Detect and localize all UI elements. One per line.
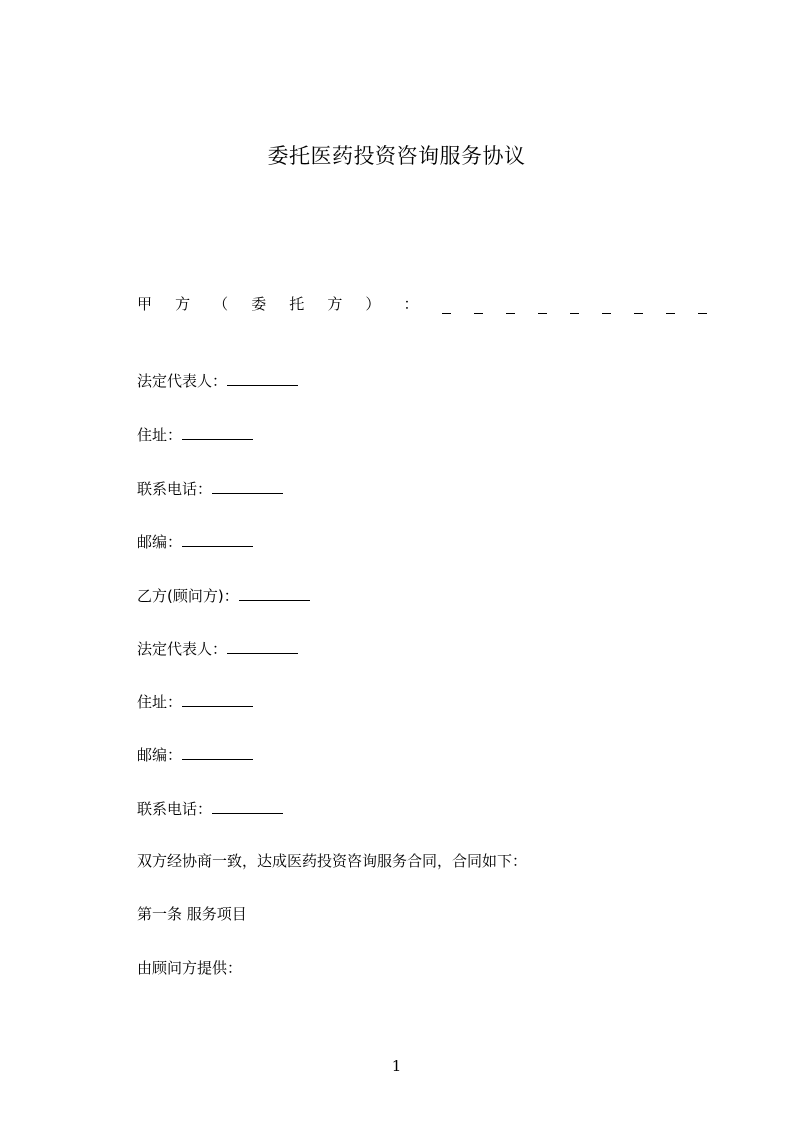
party-a-blank-segment[interactable] [506, 299, 515, 314]
provided-by-line: 由顾问方提供： [137, 959, 243, 977]
party-a-char: 甲 [137, 295, 153, 313]
party-a-char: 委 [251, 295, 267, 313]
party-b-blank[interactable] [239, 586, 310, 601]
party-a-postcode-line [137, 532, 253, 552]
field-label: 住址： [137, 426, 183, 444]
postcode-blank[interactable] [182, 745, 253, 760]
party-a-address-line [137, 425, 253, 445]
phone-blank[interactable] [212, 479, 283, 494]
party-a-blank-segment[interactable] [666, 299, 675, 314]
party-a-legal-rep-line [137, 371, 298, 391]
field-label: 法定代表人： [137, 640, 228, 658]
field-label: 法定代表人： [137, 372, 228, 390]
address-blank[interactable] [182, 425, 253, 440]
party-b-legal-rep-line [137, 639, 298, 659]
party-b-address-line [137, 692, 253, 712]
field-label: 邮编： [137, 533, 183, 551]
field-label: 联系电话： [137, 480, 213, 498]
page-number: 1 [391, 1057, 402, 1075]
party-a-blank-segment[interactable] [570, 299, 579, 314]
postcode-blank[interactable] [182, 532, 253, 547]
party-a-blank-segment[interactable] [698, 299, 707, 314]
legal-rep-blank[interactable] [227, 639, 298, 654]
party-a-line [137, 290, 707, 314]
party-a-blank-segment[interactable] [634, 299, 643, 314]
party-b-phone-line [137, 799, 283, 819]
phone-blank[interactable] [212, 799, 283, 814]
party-a-char: 方 [327, 295, 343, 313]
field-label: 邮编： [137, 746, 183, 764]
party-a-blank-segment[interactable] [442, 299, 451, 314]
party-a-char: ） [365, 295, 381, 313]
party-a-char: （ [213, 295, 229, 313]
field-label: 乙方(顾问方)： [137, 587, 239, 605]
party-a-blank-segment[interactable] [602, 299, 611, 314]
party-a-char: 托 [289, 295, 305, 313]
party-b-postcode-line [137, 745, 253, 765]
document-title: 委托医药投资咨询服务协议 [267, 144, 526, 168]
party-a-blank-segment[interactable] [538, 299, 547, 314]
party-a-phone-line [137, 479, 283, 499]
field-label: 住址： [137, 693, 183, 711]
legal-rep-blank[interactable] [227, 371, 298, 386]
party-a-char: ： [403, 295, 419, 313]
field-label: 联系电话： [137, 800, 213, 818]
party-a-char: 方 [175, 295, 191, 313]
party-b-line [137, 586, 310, 606]
party-a-blank-segment[interactable] [474, 299, 483, 314]
intro-paragraph: 双方经协商一致，达成医药投资咨询服务合同，合同如下： [137, 852, 528, 870]
article-heading: 第一条 服务项目 [137, 905, 247, 923]
address-blank[interactable] [182, 692, 253, 707]
